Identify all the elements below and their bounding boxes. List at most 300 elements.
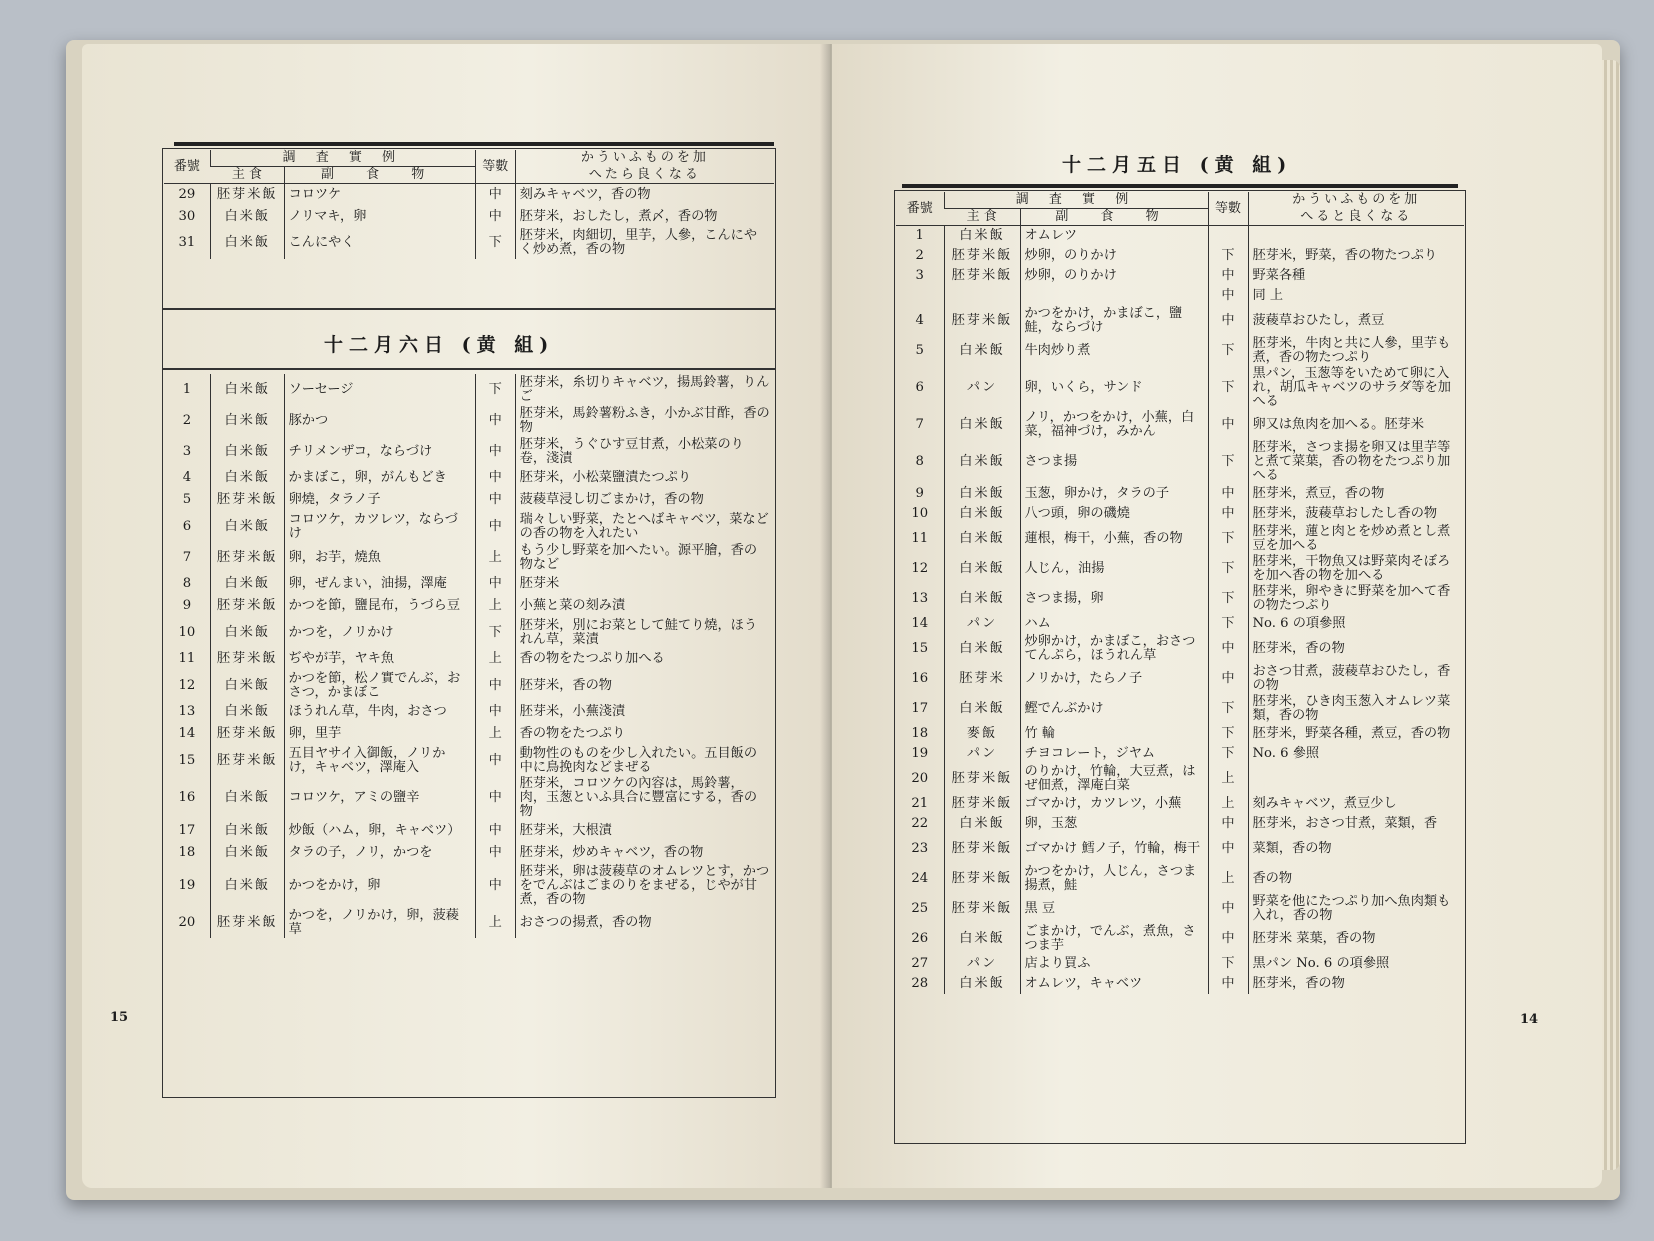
row-main-dish: 白米飯 bbox=[944, 924, 1020, 954]
row-side-dish: 牛肉炒り煮 bbox=[1020, 336, 1208, 366]
row-side-dish: 炒卵かけ，かまぼこ，おさつてんぷら，ほうれん草 bbox=[1020, 634, 1208, 664]
row-grade: 中 bbox=[1208, 974, 1248, 994]
row-number: 9 bbox=[182, 598, 192, 613]
row-number: 15 bbox=[178, 752, 196, 768]
row-main-dish: 胚芽米飯 bbox=[210, 489, 284, 511]
row-side-dish: 卵燒，タラノ子 bbox=[284, 489, 475, 511]
row-main-dish: 白米飯 bbox=[210, 776, 284, 820]
row-grade: 下 bbox=[1208, 554, 1248, 584]
table-row bbox=[896, 924, 1464, 954]
row-number: 11 bbox=[911, 530, 929, 546]
col-main-right: 主 食 bbox=[944, 209, 1020, 226]
table-row bbox=[164, 617, 774, 648]
table-row bbox=[164, 228, 774, 259]
row-grade: 中 bbox=[475, 184, 515, 206]
row-grade: 下 bbox=[1208, 366, 1248, 410]
col-side-right: 副 食 物 bbox=[1020, 209, 1208, 226]
table-row bbox=[896, 584, 1464, 614]
row-main-dish: 胚芽米飯 bbox=[944, 246, 1020, 266]
row-improvement: 瑞々しい野菜，たとへばキャベツ，菜などの香の物を入れたい bbox=[515, 511, 774, 542]
row-number: 12 bbox=[178, 677, 196, 693]
table-row bbox=[896, 954, 1464, 974]
row-improvement: 胚芽米，肉細切，里芋，人參，こんにやく炒め煮，香の物 bbox=[515, 228, 774, 259]
row-side-dish: さつま揚 bbox=[1020, 440, 1208, 484]
col-number: 番號 bbox=[164, 150, 210, 184]
row-number: 20 bbox=[911, 770, 929, 786]
row-grade: 下 bbox=[475, 228, 515, 259]
row-improvement: もう少し野菜を加へたい。源平膾，香の物など bbox=[515, 542, 774, 573]
row-grade: 中 bbox=[1208, 286, 1248, 306]
row-grade: 中 bbox=[1208, 266, 1248, 286]
row-grade: 中 bbox=[1208, 410, 1248, 440]
row-improvement: 卵又は魚肉を加へる。胚芽米 bbox=[1248, 410, 1464, 440]
table-row bbox=[164, 864, 774, 908]
row-number: 4 bbox=[915, 312, 924, 328]
row-grade: 上 bbox=[475, 648, 515, 670]
row-grade: 中 bbox=[475, 745, 515, 776]
row-number: 18 bbox=[178, 845, 196, 860]
row-improvement: おさつ甘煮，菠薐草おひたし，香の物 bbox=[1248, 664, 1464, 694]
row-improvement: 菜類，香の物 bbox=[1248, 834, 1464, 864]
row-main-dish: 白米飯 bbox=[210, 842, 284, 864]
row-grade: 中 bbox=[1208, 894, 1248, 924]
row-number: 21 bbox=[911, 795, 929, 811]
row-number: 19 bbox=[178, 878, 196, 893]
row-main-dish: 白米飯 bbox=[944, 814, 1020, 834]
row-grade: 中 bbox=[1208, 924, 1248, 954]
row-improvement: 菠薐草おひたし，煮豆 bbox=[1248, 306, 1464, 336]
row-number: 19 bbox=[911, 745, 929, 761]
table-row bbox=[164, 842, 774, 864]
row-improvement: 動物性のものを少し入れたい。五目飯の中に鳥挽肉などまぜる bbox=[515, 745, 774, 776]
row-main-dish: 白米飯 bbox=[944, 410, 1020, 440]
row-grade: 下 bbox=[1208, 724, 1248, 744]
row-improvement: No. 6 參照 bbox=[1248, 744, 1464, 764]
row-side-dish: 黒 豆 bbox=[1020, 894, 1208, 924]
row-main-dish: 胚芽米飯 bbox=[944, 764, 1020, 794]
row-improvement: 菠薐草浸し切ごまかけ，香の物 bbox=[515, 489, 774, 511]
row-side-dish: 人じん，油揚 bbox=[1020, 554, 1208, 584]
row-number: 16 bbox=[178, 790, 196, 805]
row-grade: 下 bbox=[1208, 614, 1248, 634]
row-improvement: 胚芽米，卵やきに野菜を加へて香の物たつぷり bbox=[1248, 584, 1464, 614]
row-main-dish: 胚芽米飯 bbox=[210, 542, 284, 573]
row-side-dish: かつをかけ，卵 bbox=[284, 864, 475, 908]
row-improvement: 胚芽米，ひき肉玉葱入オムレツ菜類，香の物 bbox=[1248, 694, 1464, 724]
row-grade: 中 bbox=[475, 701, 515, 723]
row-side-dish: ノリマキ，卵 bbox=[284, 206, 475, 228]
table-row bbox=[164, 511, 774, 542]
row-number: 26 bbox=[911, 930, 929, 946]
row-number: 23 bbox=[911, 840, 929, 856]
row-main-dish: 白米飯 bbox=[210, 436, 284, 467]
table-row bbox=[896, 266, 1464, 286]
row-improvement bbox=[1248, 764, 1464, 794]
table-row bbox=[896, 614, 1464, 634]
row-number: 20 bbox=[178, 915, 196, 930]
row-side-dish: ハム bbox=[1020, 614, 1208, 634]
row-number: 13 bbox=[911, 590, 929, 606]
row-improvement: 胚芽米，炒めキャベツ，香の物 bbox=[515, 842, 774, 864]
table-row bbox=[896, 864, 1464, 894]
row-main-dish: 麥飯 bbox=[944, 724, 1020, 744]
row-side-dish: かまぼこ，卵，がんもどき bbox=[284, 467, 475, 489]
row-number: 3 bbox=[182, 443, 192, 459]
table-row bbox=[164, 206, 774, 228]
table-row bbox=[164, 723, 774, 745]
row-grade: 中 bbox=[1208, 306, 1248, 336]
col-survey-right: 調 査 實 例 bbox=[944, 192, 1208, 209]
row-improvement: 野菜各種 bbox=[1248, 266, 1464, 286]
row-grade: 中 bbox=[475, 489, 515, 511]
row-grade: 中 bbox=[475, 776, 515, 820]
row-side-dish: コロツケ，カツレツ，ならづけ bbox=[284, 511, 475, 542]
row-improvement: 小蕪と菜の刻み漬 bbox=[515, 595, 774, 617]
row-side-dish: ごまかけ，でんぶ，煮魚，さつま芋 bbox=[1020, 924, 1208, 954]
row-improvement: 胚芽米 bbox=[515, 573, 774, 595]
right-page bbox=[832, 44, 1602, 1188]
col-number-right: 番號 bbox=[896, 192, 944, 226]
row-number: 1 bbox=[896, 226, 944, 246]
table-row bbox=[896, 306, 1464, 336]
table-row bbox=[164, 745, 774, 776]
row-grade: 下 bbox=[1208, 524, 1248, 554]
row-main-dish: 白米飯 bbox=[210, 864, 284, 908]
col-improve-right: かういふものを加 bbox=[1248, 192, 1464, 209]
row-main-dish: 胚芽米飯 bbox=[210, 745, 284, 776]
row-side-dish: 玉葱，卵かけ，タラの子 bbox=[1020, 484, 1208, 504]
row-number: 31 bbox=[178, 235, 196, 250]
row-number: 2 bbox=[915, 247, 924, 263]
row-grade: 下 bbox=[1208, 584, 1248, 614]
row-improvement: 刻みキャベツ，煮豆少し bbox=[1248, 794, 1464, 814]
col-side: 副 食 物 bbox=[284, 167, 475, 184]
row-main-dish: 胚芽米飯 bbox=[944, 266, 1020, 286]
row-main-dish: パン bbox=[944, 614, 1020, 634]
row-main-dish: 白米飯 bbox=[210, 206, 284, 228]
row-improvement: 胚芽米，野菜，香の物たつぷり bbox=[1248, 246, 1464, 266]
row-side-dish: 店より買ふ bbox=[1020, 954, 1208, 974]
row-grade: 中 bbox=[475, 864, 515, 908]
row-grade: 中 bbox=[1208, 834, 1248, 864]
row-main-dish: 白米飯 bbox=[210, 467, 284, 489]
row-improvement: 刻みキャベツ，香の物 bbox=[515, 184, 774, 206]
row-improvement: 胚芽米，菠薐草おしたし香の物 bbox=[1248, 504, 1464, 524]
row-grade: 上 bbox=[475, 542, 515, 573]
row-number: 3 bbox=[915, 267, 924, 283]
row-grade: 下 bbox=[1208, 744, 1248, 764]
row-number: 18 bbox=[911, 725, 929, 741]
row-side-dish: ほうれん草，牛肉，おさつ bbox=[284, 701, 475, 723]
row-improvement: 黒パン，玉葱等をいためて卵に入れ，胡瓜キャベツのサラダ等を加へる bbox=[1248, 366, 1464, 410]
row-number: 30 bbox=[178, 208, 196, 224]
row-improvement: 胚芽米，馬鈴薯粉ふき，小かぶ甘酢，香の物 bbox=[515, 405, 774, 436]
section-title-dec5: 十二月五日 (黄 組) bbox=[1062, 154, 1293, 176]
row-grade: 中 bbox=[1208, 634, 1248, 664]
table-row bbox=[164, 595, 774, 617]
row-improvement: 胚芽米，干物魚又は野菜肉そぼろを加へ香の物を加へる bbox=[1248, 554, 1464, 584]
row-main-dish: 白米飯 bbox=[210, 405, 284, 436]
row-number: 5 bbox=[182, 492, 192, 507]
row-main-dish: 胚芽米飯 bbox=[944, 794, 1020, 814]
row-number: 28 bbox=[911, 975, 929, 991]
table-row bbox=[896, 664, 1464, 694]
row-side-dish: かつをかけ，かまぼこ，鹽鮭，ならづけ bbox=[1020, 306, 1208, 336]
table-row bbox=[164, 374, 774, 405]
row-side-dish: コロツケ bbox=[284, 184, 475, 206]
row-improvement: No. 6 の項參照 bbox=[1248, 614, 1464, 634]
row-main-dish: 白米飯 bbox=[944, 974, 1020, 994]
table-row bbox=[164, 573, 774, 595]
right-table bbox=[896, 192, 1464, 994]
row-grade: 中 bbox=[475, 405, 515, 436]
row-main-dish: 白米飯 bbox=[944, 634, 1020, 664]
row-number: 17 bbox=[178, 823, 196, 838]
row-improvement: おさつの揚煮，香の物 bbox=[515, 908, 774, 938]
row-main-dish: パン bbox=[944, 366, 1020, 410]
row-grade: 上 bbox=[1208, 864, 1248, 894]
row-side-dish: ノリ，かつをかけ，小蕪，白菜，福神づけ，みかん bbox=[1020, 410, 1208, 440]
row-main-dish: 白米飯 bbox=[210, 701, 284, 723]
row-number bbox=[896, 286, 944, 306]
row-main-dish: 胚芽米 bbox=[944, 664, 1020, 694]
row-side-dish: 卵，玉葱 bbox=[1020, 814, 1208, 834]
row-improvement: 胚芽米，牛肉と共に人參，里芋も煮，香の物たつぷり bbox=[1248, 336, 1464, 366]
row-grade: 下 bbox=[1208, 954, 1248, 974]
row-improvement: 香の物をたつぷり bbox=[515, 723, 774, 745]
row-main-dish: 白米飯 bbox=[210, 617, 284, 648]
row-side-dish: こんにやく bbox=[284, 228, 475, 259]
row-side-dish: 卵，いくら，サンド bbox=[1020, 366, 1208, 410]
table-row bbox=[896, 634, 1464, 664]
row-improvement: 胚芽米 菜葉，香の物 bbox=[1248, 924, 1464, 954]
row-side-dish: コロツケ，アミの鹽辛 bbox=[284, 776, 475, 820]
row-improvement: 香の物をたつぷり加へる bbox=[515, 648, 774, 670]
row-main-dish: パン bbox=[944, 744, 1020, 764]
row-main-dish: 白米飯 bbox=[210, 374, 284, 405]
row-grade: 下 bbox=[1208, 440, 1248, 484]
table-row bbox=[896, 484, 1464, 504]
row-number: 11 bbox=[178, 651, 196, 666]
row-number: 9 bbox=[915, 485, 924, 501]
row-number: 5 bbox=[915, 342, 924, 358]
row-main-dish: 胚芽米飯 bbox=[944, 306, 1020, 336]
row-number: 8 bbox=[915, 453, 924, 469]
row-number: 22 bbox=[911, 815, 929, 831]
row-grade: 上 bbox=[1208, 764, 1248, 794]
row-main-dish: 白米飯 bbox=[944, 554, 1020, 584]
row-improvement: 胚芽米，さつま揚を卵又は里芋等と煮て菜葉，香の物をたつぷり加へる bbox=[1248, 440, 1464, 484]
row-main-dish: 白米飯 bbox=[210, 820, 284, 842]
left-table-dec6 bbox=[164, 374, 774, 938]
row-side-dish: オムレツ，キャベツ bbox=[1020, 974, 1208, 994]
table-row bbox=[896, 894, 1464, 924]
table-row bbox=[164, 489, 774, 511]
left-table-top bbox=[164, 150, 774, 259]
table-row bbox=[896, 440, 1464, 484]
row-side-dish: チリメンザコ，ならづけ bbox=[284, 436, 475, 467]
row-side-dish: 豚かつ bbox=[284, 405, 475, 436]
table-row bbox=[896, 246, 1464, 266]
col-improve: かういふものを加 bbox=[515, 150, 774, 167]
row-side-dish: 炒卵，のりかけ bbox=[1020, 246, 1208, 266]
row-main-dish: 胚芽米飯 bbox=[210, 908, 284, 938]
row-main-dish: 白米飯 bbox=[210, 228, 284, 259]
row-side-dish: タラの子，ノリ，かつを bbox=[284, 842, 475, 864]
row-improvement: 胚芽米，おさつ甘煮，菜類，香 bbox=[1248, 814, 1464, 834]
row-number: 14 bbox=[911, 615, 929, 631]
page-number-right: 14 bbox=[1520, 1012, 1539, 1027]
row-main-dish bbox=[944, 286, 1020, 306]
table-row bbox=[164, 436, 774, 467]
row-number: 12 bbox=[911, 560, 929, 576]
row-side-dish: かつをかけ，人じん，さつま揚煮，鮭 bbox=[1020, 864, 1208, 894]
row-grade: 上 bbox=[475, 908, 515, 938]
row-number: 8 bbox=[182, 576, 192, 591]
row-grade: 中 bbox=[475, 820, 515, 842]
row-side-dish: 竹 輪 bbox=[1020, 724, 1208, 744]
table-row bbox=[164, 776, 774, 820]
row-grade: 中 bbox=[475, 670, 515, 701]
row-main-dish: 白米飯 bbox=[210, 573, 284, 595]
page-number-left: 15 bbox=[110, 1010, 129, 1025]
row-improvement: 野菜を他にたつぷり加へ魚肉類も入れ，香の物 bbox=[1248, 894, 1464, 924]
row-side-dish: 卵，ぜんまい，油揚，澤庵 bbox=[284, 573, 475, 595]
row-side-dish bbox=[1020, 286, 1208, 306]
row-grade: 中 bbox=[475, 206, 515, 228]
row-number: 1 bbox=[182, 381, 192, 397]
row-grade: 中 bbox=[475, 573, 515, 595]
row-number: 16 bbox=[911, 670, 929, 686]
row-number: 6 bbox=[182, 518, 192, 534]
col-grade: 等數 bbox=[475, 150, 515, 184]
row-number: 10 bbox=[178, 624, 196, 640]
row-improvement bbox=[1248, 226, 1464, 246]
row-number: 27 bbox=[911, 955, 929, 971]
row-improvement: 胚芽米，香の物 bbox=[1248, 634, 1464, 664]
row-number: 6 bbox=[915, 379, 924, 395]
row-main-dish: 白米飯 bbox=[944, 484, 1020, 504]
row-number: 17 bbox=[911, 700, 929, 716]
row-main-dish: 白米飯 bbox=[944, 584, 1020, 614]
table-row bbox=[164, 542, 774, 573]
row-grade bbox=[1208, 226, 1248, 246]
row-improvement: 胚芽米，蓮と肉とを炒め煮とし煮豆を加へる bbox=[1248, 524, 1464, 554]
row-improvement: 胚芽米，小蕪淺漬 bbox=[515, 701, 774, 723]
row-grade: 中 bbox=[1208, 504, 1248, 524]
row-side-dish: チヨコレート，ジヤム bbox=[1020, 744, 1208, 764]
row-improvement: 胚芽米，糸切りキャベツ，揚馬鈴薯，りんご bbox=[515, 374, 774, 405]
row-side-dish: 蓮根，梅干，小蕪，香の物 bbox=[1020, 524, 1208, 554]
row-number: 7 bbox=[182, 549, 192, 565]
row-grade: 中 bbox=[475, 436, 515, 467]
row-grade: 中 bbox=[1208, 484, 1248, 504]
row-side-dish: かつを，ノリかけ，卵，菠薐草 bbox=[284, 908, 475, 938]
table-row bbox=[896, 724, 1464, 744]
row-main-dish: 胚芽米飯 bbox=[210, 184, 284, 206]
row-improvement: 胚芽米，別にお菜として鮭てり燒，ほうれん草，菜漬 bbox=[515, 617, 774, 648]
table-row bbox=[896, 794, 1464, 814]
table-row bbox=[896, 226, 1464, 246]
row-side-dish: 卵，里芋 bbox=[284, 723, 475, 745]
row-main-dish: パン bbox=[944, 954, 1020, 974]
row-number: 7 bbox=[915, 416, 924, 432]
row-grade: 下 bbox=[1208, 246, 1248, 266]
row-improvement: 香の物 bbox=[1248, 864, 1464, 894]
row-side-dish: 五目ヤサイ入御飯，ノリかけ，キャベツ，澤庵入 bbox=[284, 745, 475, 776]
row-grade: 上 bbox=[475, 595, 515, 617]
row-side-dish: ノリかけ，たらノ子 bbox=[1020, 664, 1208, 694]
row-improvement: 胚芽米，野菜各種，煮豆，香の物 bbox=[1248, 724, 1464, 744]
table-row bbox=[896, 694, 1464, 724]
table-row bbox=[164, 184, 774, 206]
row-side-dish: ぢやが芋，ヤキ魚 bbox=[284, 648, 475, 670]
row-improvement: 胚芽米，おしたし，煮〆，香の物 bbox=[515, 206, 774, 228]
row-improvement: 胚芽米，煮豆，香の物 bbox=[1248, 484, 1464, 504]
row-improvement: 同 上 bbox=[1248, 286, 1464, 306]
row-grade: 下 bbox=[475, 374, 515, 405]
table-row bbox=[164, 908, 774, 938]
row-main-dish: 白米飯 bbox=[944, 440, 1020, 484]
row-grade: 中 bbox=[475, 842, 515, 864]
table-row bbox=[164, 820, 774, 842]
col-main: 主 食 bbox=[210, 167, 284, 184]
row-side-dish: ソーセージ bbox=[284, 374, 475, 405]
row-side-dish: 鰹でんぶかけ bbox=[1020, 694, 1208, 724]
row-main-dish: 白米飯 bbox=[944, 524, 1020, 554]
table-row bbox=[896, 410, 1464, 440]
left-page bbox=[82, 44, 830, 1188]
row-main-dish: 白米飯 bbox=[944, 504, 1020, 524]
table-row bbox=[164, 467, 774, 489]
col-improve-right-2: へると良くなる bbox=[1248, 209, 1464, 226]
table-row bbox=[896, 286, 1464, 306]
top-rule bbox=[174, 142, 774, 146]
table-row bbox=[164, 648, 774, 670]
row-side-dish: ゴマかけ 鱈ノ子，竹輪，梅干 bbox=[1020, 834, 1208, 864]
row-side-dish: ゴマかけ，カツレツ，小蕪 bbox=[1020, 794, 1208, 814]
row-number: 10 bbox=[911, 505, 929, 521]
row-main-dish: 胚芽米飯 bbox=[944, 864, 1020, 894]
section-title-dec6: 十二月六日 (黄 組) bbox=[324, 334, 555, 356]
row-main-dish: 胚芽米飯 bbox=[944, 894, 1020, 924]
row-improvement: 胚芽米，香の物 bbox=[515, 670, 774, 701]
row-main-dish: 胚芽米飯 bbox=[210, 648, 284, 670]
table-row bbox=[164, 405, 774, 436]
table-row bbox=[896, 814, 1464, 834]
row-improvement: 胚芽米，香の物 bbox=[1248, 974, 1464, 994]
row-grade: 上 bbox=[1208, 794, 1248, 814]
table-row bbox=[164, 701, 774, 723]
row-main-dish: 白米飯 bbox=[944, 226, 1020, 246]
row-side-dish: 炒卵，のりかけ bbox=[1020, 266, 1208, 286]
row-side-dish: かつを節，鹽昆布，うづら豆 bbox=[284, 595, 475, 617]
col-survey: 調 査 實 例 bbox=[210, 150, 475, 167]
row-side-dish: 卵，お芋，燒魚 bbox=[284, 542, 475, 573]
row-main-dish: 白米飯 bbox=[210, 511, 284, 542]
row-main-dish: 白米飯 bbox=[944, 694, 1020, 724]
row-improvement: 胚芽米，うぐひす豆甘煮，小松菜のり卷，淺漬 bbox=[515, 436, 774, 467]
col-improve-2: へたら良くなる bbox=[515, 167, 774, 184]
row-improvement: 胚芽米，卵は菠薐草のオムレツとす，かつをでんぶはごまのりをまぜる，じやが甘煮，香の物 bbox=[515, 864, 774, 908]
row-grade: 中 bbox=[475, 511, 515, 542]
row-side-dish: さつま揚，卵 bbox=[1020, 584, 1208, 614]
table-row bbox=[896, 554, 1464, 584]
table-row bbox=[896, 834, 1464, 864]
row-improvement: 胚芽米，大根漬 bbox=[515, 820, 774, 842]
col-grade-right: 等數 bbox=[1208, 192, 1248, 226]
row-number: 25 bbox=[911, 900, 929, 916]
